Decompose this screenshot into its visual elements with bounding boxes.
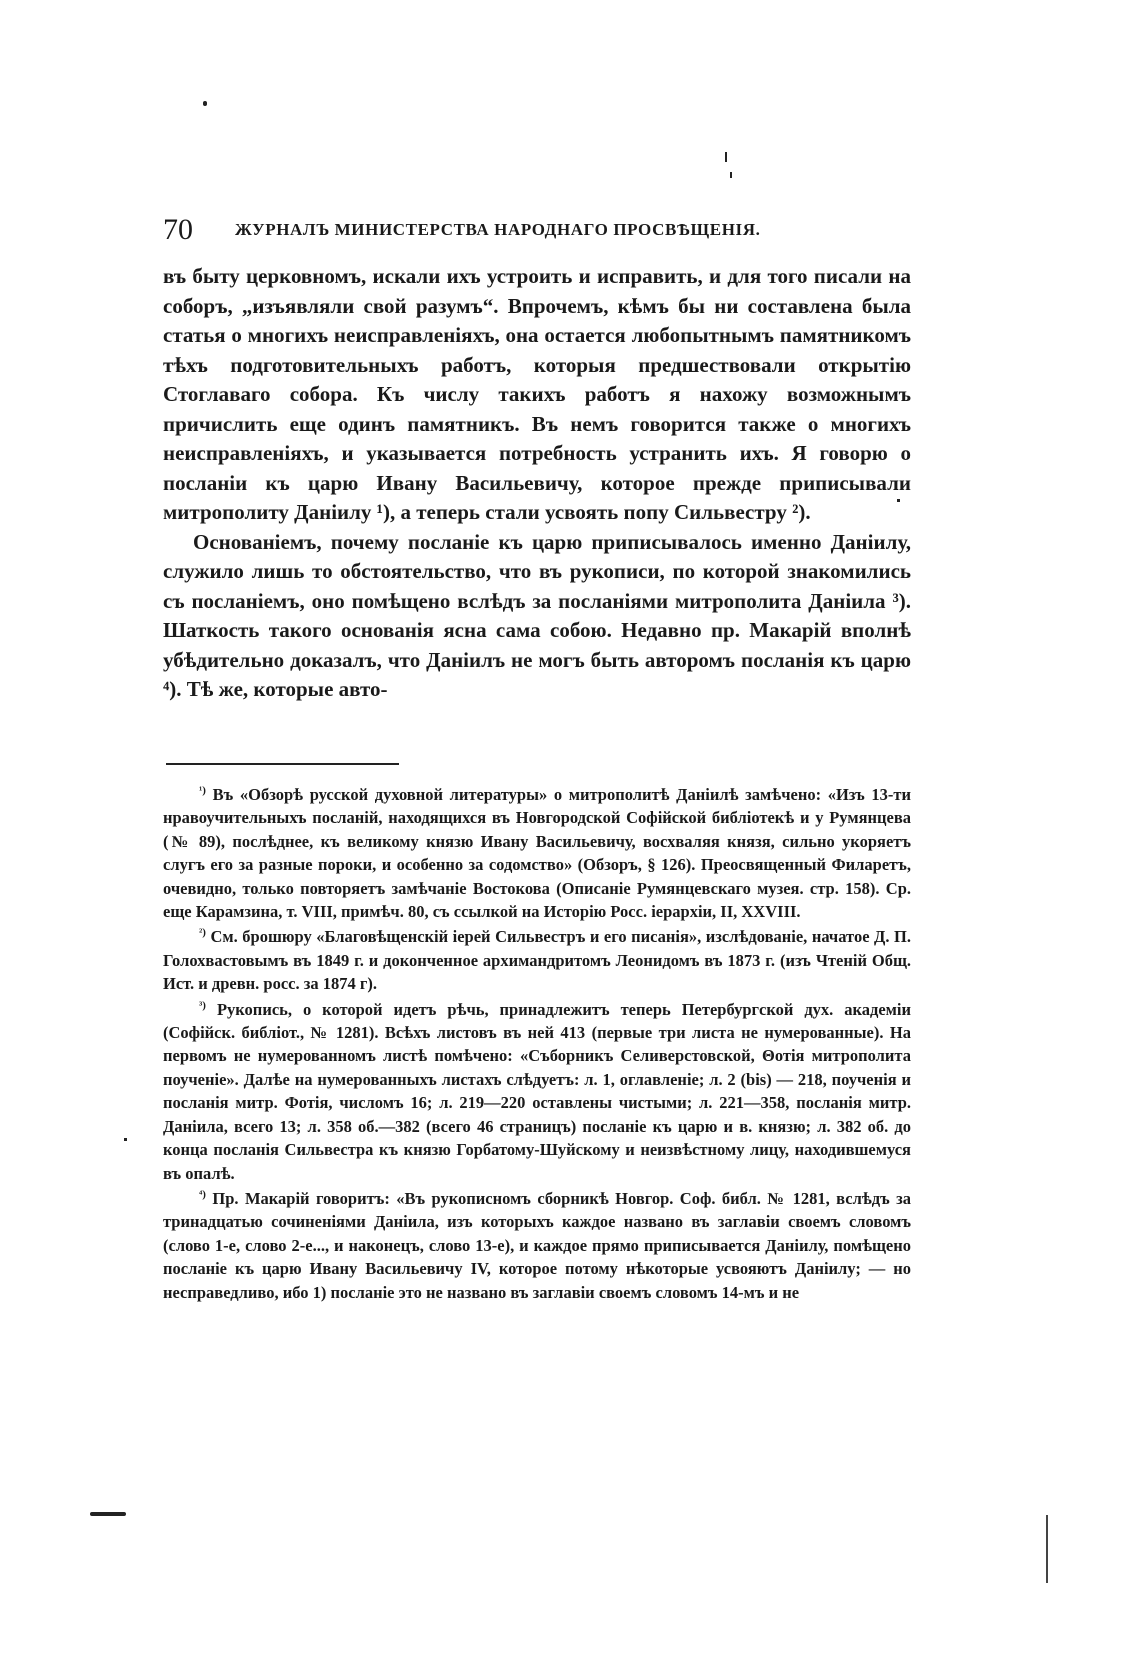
footnote-text: Пр. Макарій говоритъ: «Въ рукописномъ сборникѣ Новгор. Соф. библ. № 1281, вслѣдъ за тринадцатью сочиненіями Даніила, изъ которыхъ каждое названо въ заглавіи своемъ словомъ (слово 1-е, слово 2-е..., и наконецъ, слово 13-е), и каждое прямо приписывается Даніилу, помѣщено посланіе къ царю Ивану Васильевичу IV, которое потому нѣкоторые усвояютъ Даніилу; — но несправедливо, ибо 1) посланіе это не названо въ заглавіи своемъ словомъ 14-мъ и не	[163, 1188, 911, 1302]
footnote	[163, 1187, 911, 1304]
footnote-text: См. брошюру «Благовѣщенскій іерей Сильвестръ и его писанія», изслѣдованіе, начатое Д. П. Голохвастовымъ въ 1849 г. и доконченное архимандритомъ Леонидомъ въ 1873 г. (изъ Чтеній Общ. Ист. и древн. росс. за 1874 г).	[163, 927, 912, 994]
page-number: 70	[163, 213, 193, 246]
body-paragraph: Основаніемъ, почему посланіе къ царю приписывалось именно Даніилу, служило лишь то обстоятельство, что въ рукописи, по которой знакомились съ посланіемъ, оно помѣщено вслѣдъ за посланіями митрополита Даніила ³). Шаткость такого основанія ясна сама собою. Недавно пр. Макарій вполнѣ убѣдительно доказалъ, что Даніилъ не могъ быть авторомъ посланія къ царю ⁴). Тѣ же, которые авто-	[163, 529, 911, 701]
footnote-text: Рукопись, о которой идетъ рѣчь, принадлежитъ теперь Петербургской дух. академіи (Софійск. библіот., № 1281). Всѣхъ листовъ въ ней 413 (первые три листа не нумерованные). На первомъ не нумерованномъ листѣ помѣчено: «Съборникъ Селиверстовской, Θотія митрополита поученіе». Далѣе на нумерованныхъ листахъ слѣдуетъ: л. 1, оглавленіе; л. 2 (bis) — 218, поученія и посланія митр. Фотія, числомъ 16; л. 219—220 оставлены чистыми; л. 221—358, посланія митр. Даніила, всего 13; л. 358 об.—382 (всего 46 страницъ) посланіе къ царю и в. князю; л. 382 об. до конца посланія Сильвестра къ князю Горбатому-Шуйскому и неизвѣстному лицу, находившемуся въ опалѣ.	[163, 999, 912, 1183]
scan-speck	[730, 172, 732, 178]
page-header	[163, 210, 911, 250]
scan-speck	[124, 1138, 127, 1141]
footnotes	[163, 783, 911, 1306]
body-paragraph: въ быту церковномъ, искали ихъ устроить и исправить, и для того писали на соборъ, „изъявляли свой разумъ“. Впрочемъ, кѣмъ бы ни составлена была статья о многихъ неисправленіяхъ, она остается любопытнымъ памятникомъ тѣхъ подготовительныхъ работъ, которыя предшествовали открытію Стоглаваго собора. Къ числу такихъ работъ я нахожу возможнымъ причислить еще одинъ памятникъ. Въ немъ говорится также о многихъ неисправленіяхъ, и указывается потребность устранить ихъ. Я говорю о посланіи къ царю Ивану Васильевичу, которое прежде приписывали митрополиту Даніилу ¹), а теперь стали усвоять попу Сильвестру ²).	[163, 264, 911, 524]
scan-speck	[1046, 1515, 1048, 1583]
footnote-text: Въ «Обзорѣ русской духовной литературы» о митрополитѣ Даніилѣ замѣчено: «Изъ 13-ти нравоучительныхъ посланій, находящихся въ Новгородской Софійской библіотекѣ и у Румянцева (№ 89), послѣднее, къ великому князю Ивану Васильевичу, восхваляя князя, сильно укоряетъ слугъ его за разные пороки, и особенно за содомство» (Обзоръ, § 126). Преосвященный Филаретъ, очевидно, только повторяетъ замѣчаніе Востокова (Описаніе Румянцевскаго музея. стр. 158). Ср. еще Карамзина, т. VIII, примѣч. 80, съ ссылкой на Исторію Росс. іерархіи, II, XXVIII.	[163, 785, 912, 922]
footnote	[163, 783, 911, 923]
scan-speck	[90, 1512, 126, 1516]
scan-speck	[203, 101, 207, 106]
footnote-mark: ²)	[199, 926, 206, 939]
footnote-divider	[166, 763, 399, 765]
footnote-mark: ³)	[199, 999, 206, 1012]
footnote	[163, 925, 911, 995]
scan-speck	[725, 152, 727, 162]
main-text	[163, 262, 911, 705]
footnote-mark: ⁴)	[199, 1188, 206, 1201]
footnote	[163, 998, 911, 1185]
footnote-mark: ¹)	[199, 784, 206, 797]
running-title: ЖУРНАЛЪ МИНИСТЕРСТВА НАРОДНАГО ПРОСВѢЩЕНІЯ.	[235, 220, 761, 239]
